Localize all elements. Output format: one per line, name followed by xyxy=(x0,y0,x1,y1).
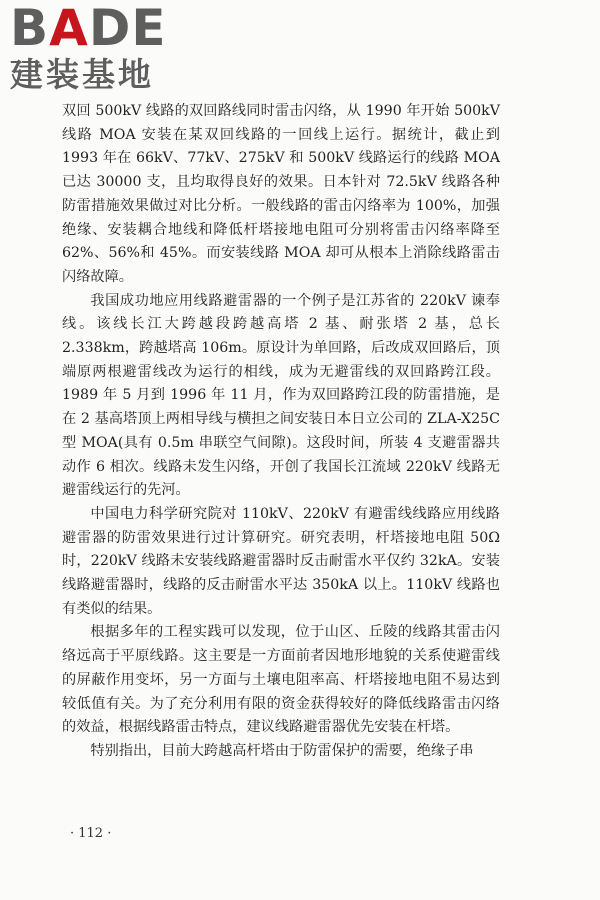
paragraph-3: 中国电力科学研究院对 110kV、220kV 有避雷线线路应用线路避雷器的防雷效果进行过计算研究。研究表明，杆塔接地电阻 50Ω 时，220kV 线路未安装线路避雷器时反击耐雷水平仅约 32kA。安装线路避雷器时，线路的反击耐雷水平达 350kA 以上。110kV 线路也有类似的结果。 xyxy=(62,505,500,617)
brand-logo xyxy=(10,2,180,94)
page-body xyxy=(62,100,500,764)
logo-wordmark: BADE xyxy=(10,0,167,57)
paragraph-1: 双回 500kV 线路的双回路线同时雷击闪络，从 1990 年开始 500kV 线路 MOA 安装在某双回线路的一回线上运行。据统计，截止到 1993 年在 66kV、77kV、275kV 和 500kV 线路运行的线路 MOA 已达 30000 支，且均取得良好的效果。日本针对 72.5kV 线路各种防雷措施效果做过对比分析。一般线路的雷击闪络率为 100%，加强绝缘、安装耦合地线和降低杆塔接地电阻可分别将雷击闪络率降至 62%、56%和 45%。而安装线路 MOA 却可从根本上消除线路雷击闪络故障。 xyxy=(62,103,500,285)
logo-subtitle: 建装基地 xyxy=(10,55,154,94)
paragraph-2: 我国成功地应用线路避雷器的一个例子是江苏省的 220kV 谏奉线。该线长江大跨越段跨越高塔 2 基、耐张塔 2 基，总长 2.338km，跨越塔高 106m。原设计为单回路，后改成双回路后，顶端原两根避雷线改为运行的相线，成为无避雷线的双回路跨江段。1989 年 5 月到 1996 年 11 月，作为双回路跨江段的防雷措施，是在 2 基高塔顶上两相导线与横担之间安装日本日立公司的 ZLA-X25C 型 MOA(具有 0.5m 串联空气间隙)。这段时间，所装 4 支避雷器共动作 6 相次。线路未发生闪络，开创了我国长江流域 220kV 线路无避雷线运行的先河。 xyxy=(62,292,500,499)
page-number: · 112 · xyxy=(70,826,112,841)
paragraph-4: 根据多年的工程实践可以发现，位于山区、丘陵的线路其雷击闪络远高于平原线路。这主要是一方面前者因地形地貌的关系使避雷线的屏蔽作用变坏，另一方面与土壤电阻率高、杆塔接地电阻不易达到较低值有关。为了充分利用有限的资金获得较好的降低线路雷击闪络的效益，根据线路雷击特点，建议线路避雷器优先安装在杆塔。 xyxy=(62,624,500,736)
paragraph-5: 特别指出，目前大跨越高杆塔由于防雷保护的需要，绝缘子串 xyxy=(90,742,474,759)
